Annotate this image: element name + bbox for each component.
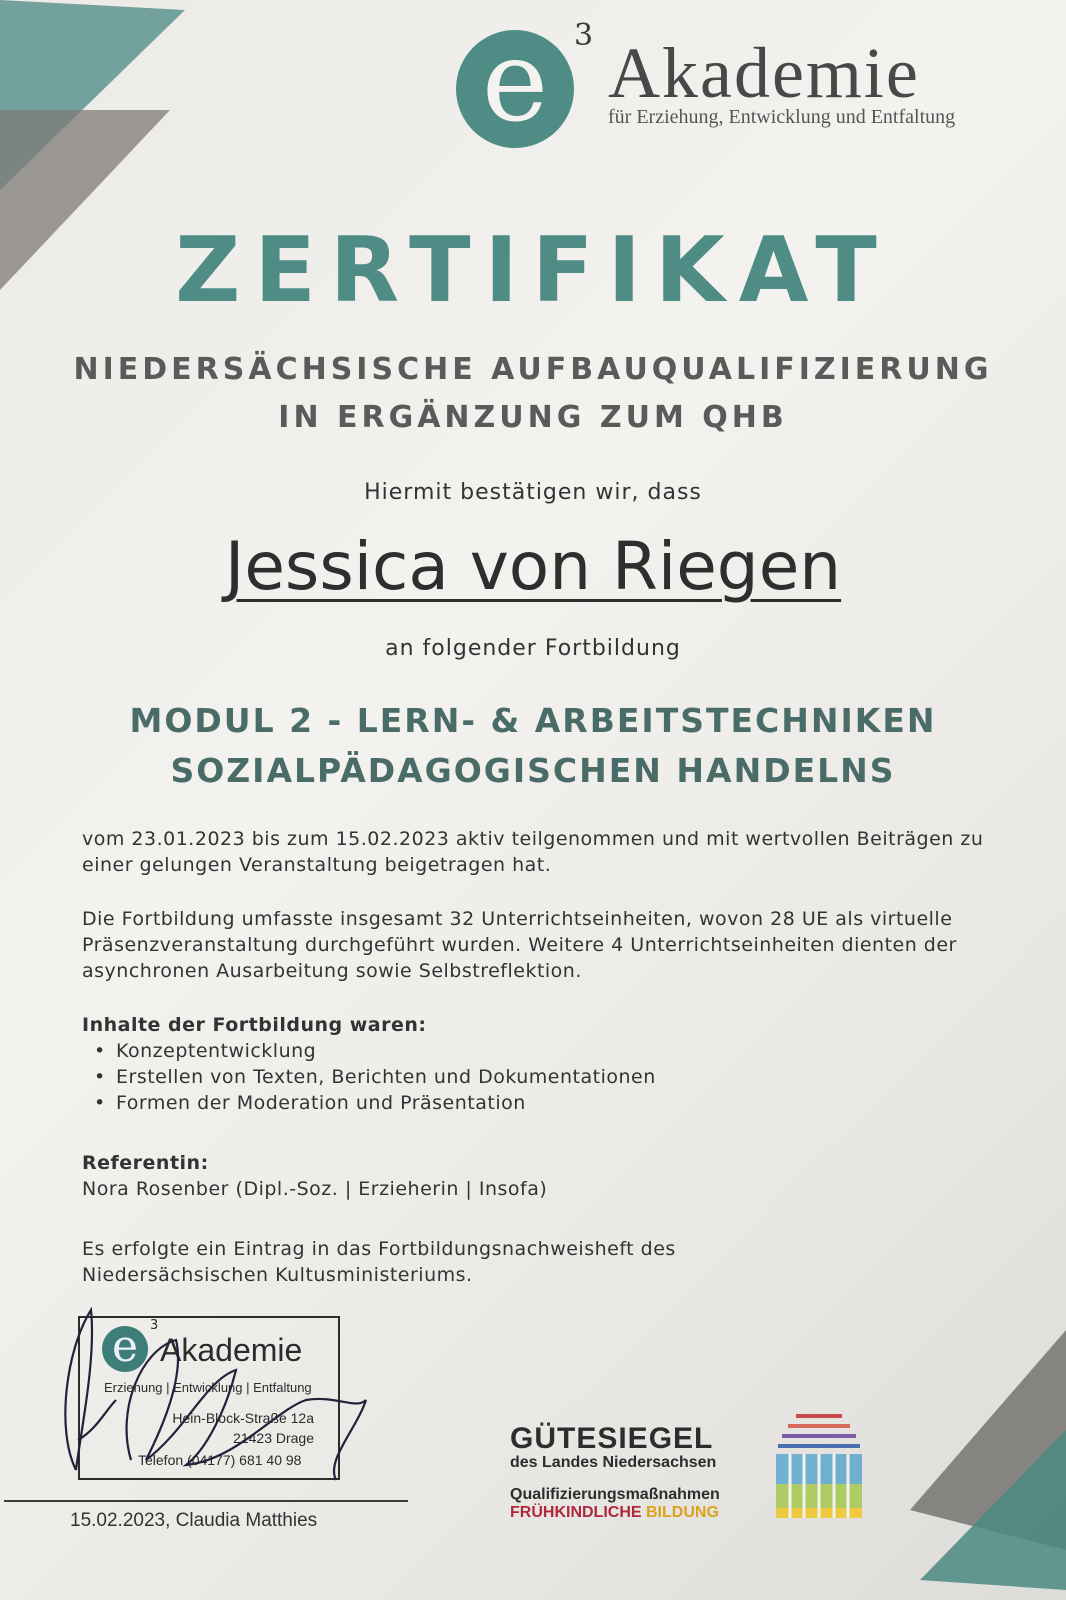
recipient-name-wrapper [0,528,1066,605]
stamp-e-icon: e [102,1326,148,1372]
seal-line-2 [510,1504,760,1522]
qualification-subtitle [60,346,1006,442]
logo-tagline: für Erziehung, Entwicklung und Entfaltung [608,106,956,128]
quality-seal-icon [774,1414,864,1524]
units-paragraph: Die Fortbildung umfasste insgesamt 32 Unterrichtseinheiten, wovon 28 UE als virtuelle Präsenzveranstaltung durchgeführt wurden. Weitere 4 Unterrichtseinheiten dienten der asynchronen Ausarbeitung sowie Selbstreflektion. [82,908,957,982]
contents-list [82,1038,1002,1116]
contents-heading: Inhalte der Fortbildung waren: [82,1014,427,1036]
academy-logo [456,17,976,147]
speaker-name: Nora Rosenber (Dipl.-Soz. | Erzieherin | Insofa) [82,1178,548,1200]
course-intro-text: an folgender Fortbildung [385,636,681,661]
speaker-section [82,1150,1002,1202]
handwritten-signature [36,1290,396,1490]
stamp-superscript: 3 [150,1318,159,1333]
quality-seal [510,1424,760,1522]
seal-subtitle: des Landes Niedersachsen [510,1454,717,1471]
logo-e-icon: e [456,30,574,148]
logo-name: Akademie [608,33,920,113]
stamp-phone: Telefon (04177) 681 40 98 [138,1452,302,1468]
speaker-heading: Referentin: [82,1152,209,1174]
module-title [60,696,1006,796]
seal-line-2-part-2: BILDUNG [646,1504,719,1521]
list-item: • Formen der Moderation und Präsentation [116,1090,1002,1116]
module-title-line-1: MODUL 2 - LERN- & ARBEITSTECHNIKEN [129,701,937,740]
stamp-street: Hein-Block-Straße 12a [172,1410,314,1426]
subtitle-line-2: IN ERGÄNZUNG ZUM QHB [278,400,788,435]
seal-line-1: Qualifizierungsmaßnahmen [510,1486,720,1503]
corner-decoration-bottom-right [900,1320,1066,1600]
stamp-name: Akademie [160,1332,303,1368]
certificate-title: ZERTIFIKAT [175,218,891,323]
logo-superscript: 3 [574,18,594,53]
registry-note: Es erfolgte ein Eintrag in das Fortbildungsnachweisheft des Niedersächsischen Kultusministeriums. [82,1238,676,1286]
contents-section [82,1012,1002,1116]
participation-paragraph: vom 23.01.2023 bis zum 15.02.2023 aktiv teilgenommen und mit wertvollen Beiträgen zu einer gelungen Veranstaltung beigetragen hat. [82,828,984,876]
signature-caption: 15.02.2023, Claudia Matthies [70,1510,318,1531]
list-item: • Erstellen von Texten, Berichten und Dokumentationen [116,1064,1002,1090]
seal-line-2-part-1: FRÜHKINDLICHE [510,1504,642,1521]
intro-text: Hiermit bestätigen wir, dass [364,480,702,505]
subtitle-line-1: NIEDERSÄCHSISCHE AUFBAUQUALIFIZIERUNG [73,352,993,387]
seal-title: GÜTESIEGEL [510,1422,714,1455]
stamp-tagline: Erziehung | Entwicklung | Entfaltung [104,1380,312,1395]
recipient-name: Jessica von Riegen [224,528,842,605]
module-title-line-2: SOZIALPÄDAGOGISCHEN HANDELNS [170,751,896,790]
signature-line [4,1500,408,1502]
list-item: • Konzeptentwicklung [116,1038,1002,1064]
stamp-city: 21423 Drage [233,1430,314,1446]
